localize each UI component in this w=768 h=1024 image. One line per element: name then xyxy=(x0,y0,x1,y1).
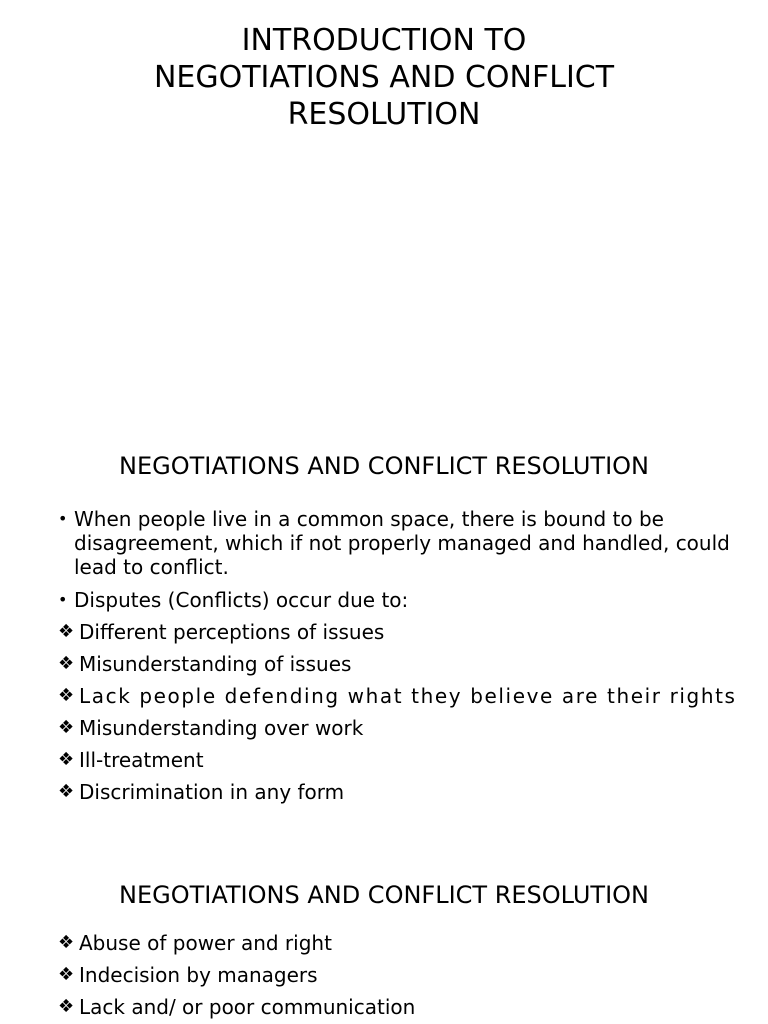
section-title: NEGOTIATIONS AND CONFLICT RESOLUTION xyxy=(118,881,649,909)
list-item-text: Misunderstanding over work xyxy=(79,716,364,740)
list-item-text: Misunderstanding of issues xyxy=(79,652,352,676)
bullet-icon: • xyxy=(58,590,68,609)
diamond-bullet-icon: ❖ xyxy=(58,964,75,985)
list-item-text: Disputes (Conflicts) occur due to: xyxy=(74,588,409,612)
diamond-bullet-icon: ❖ xyxy=(58,932,75,953)
title-line: NEGOTIATIONS AND CONFLICT xyxy=(153,60,615,95)
list-item xyxy=(58,748,738,772)
diamond-bullet-icon: ❖ xyxy=(58,621,75,642)
list-item-text: Indecision by managers xyxy=(79,963,318,987)
list-item xyxy=(58,995,738,1019)
bullet-icon: • xyxy=(58,509,68,528)
list-item-text: Ill-treatment xyxy=(79,748,204,772)
list-item xyxy=(58,620,738,644)
diamond-bullet-icon: ❖ xyxy=(58,717,75,738)
diamond-bullet-icon: ❖ xyxy=(58,685,75,706)
list-item xyxy=(58,588,738,612)
list-item xyxy=(58,780,738,804)
list-item-text: Abuse of power and right xyxy=(79,931,332,955)
list-item-text: Different perceptions of issues xyxy=(79,620,385,644)
list-item xyxy=(58,963,738,987)
list-item xyxy=(58,652,738,676)
slide-title-introduction xyxy=(0,22,768,133)
list-item xyxy=(58,507,738,579)
diamond-bullet-icon: ❖ xyxy=(58,996,75,1017)
list-item xyxy=(58,931,738,955)
list-item xyxy=(58,684,738,708)
causes-list-continued xyxy=(58,931,738,1019)
list-item-text: Lack people defending what they believe are their rights xyxy=(79,684,737,708)
list-item-text: Lack and/ or poor communication xyxy=(79,995,416,1019)
list-item-text: When people live in a common space, there is bound to be disagreement, which if not properly managed and handled, could lead to conflict. xyxy=(74,507,730,579)
diamond-bullet-icon: ❖ xyxy=(58,749,75,770)
list-item xyxy=(58,716,738,740)
list-item-text: Discrimination in any form xyxy=(79,780,345,804)
title-line: INTRODUCTION TO xyxy=(241,23,527,58)
diamond-bullet-icon: ❖ xyxy=(58,781,75,802)
diamond-bullet-icon: ❖ xyxy=(58,653,75,674)
causes-list xyxy=(58,507,738,804)
section-title: NEGOTIATIONS AND CONFLICT RESOLUTION xyxy=(118,452,649,480)
title-line: RESOLUTION xyxy=(287,97,481,132)
